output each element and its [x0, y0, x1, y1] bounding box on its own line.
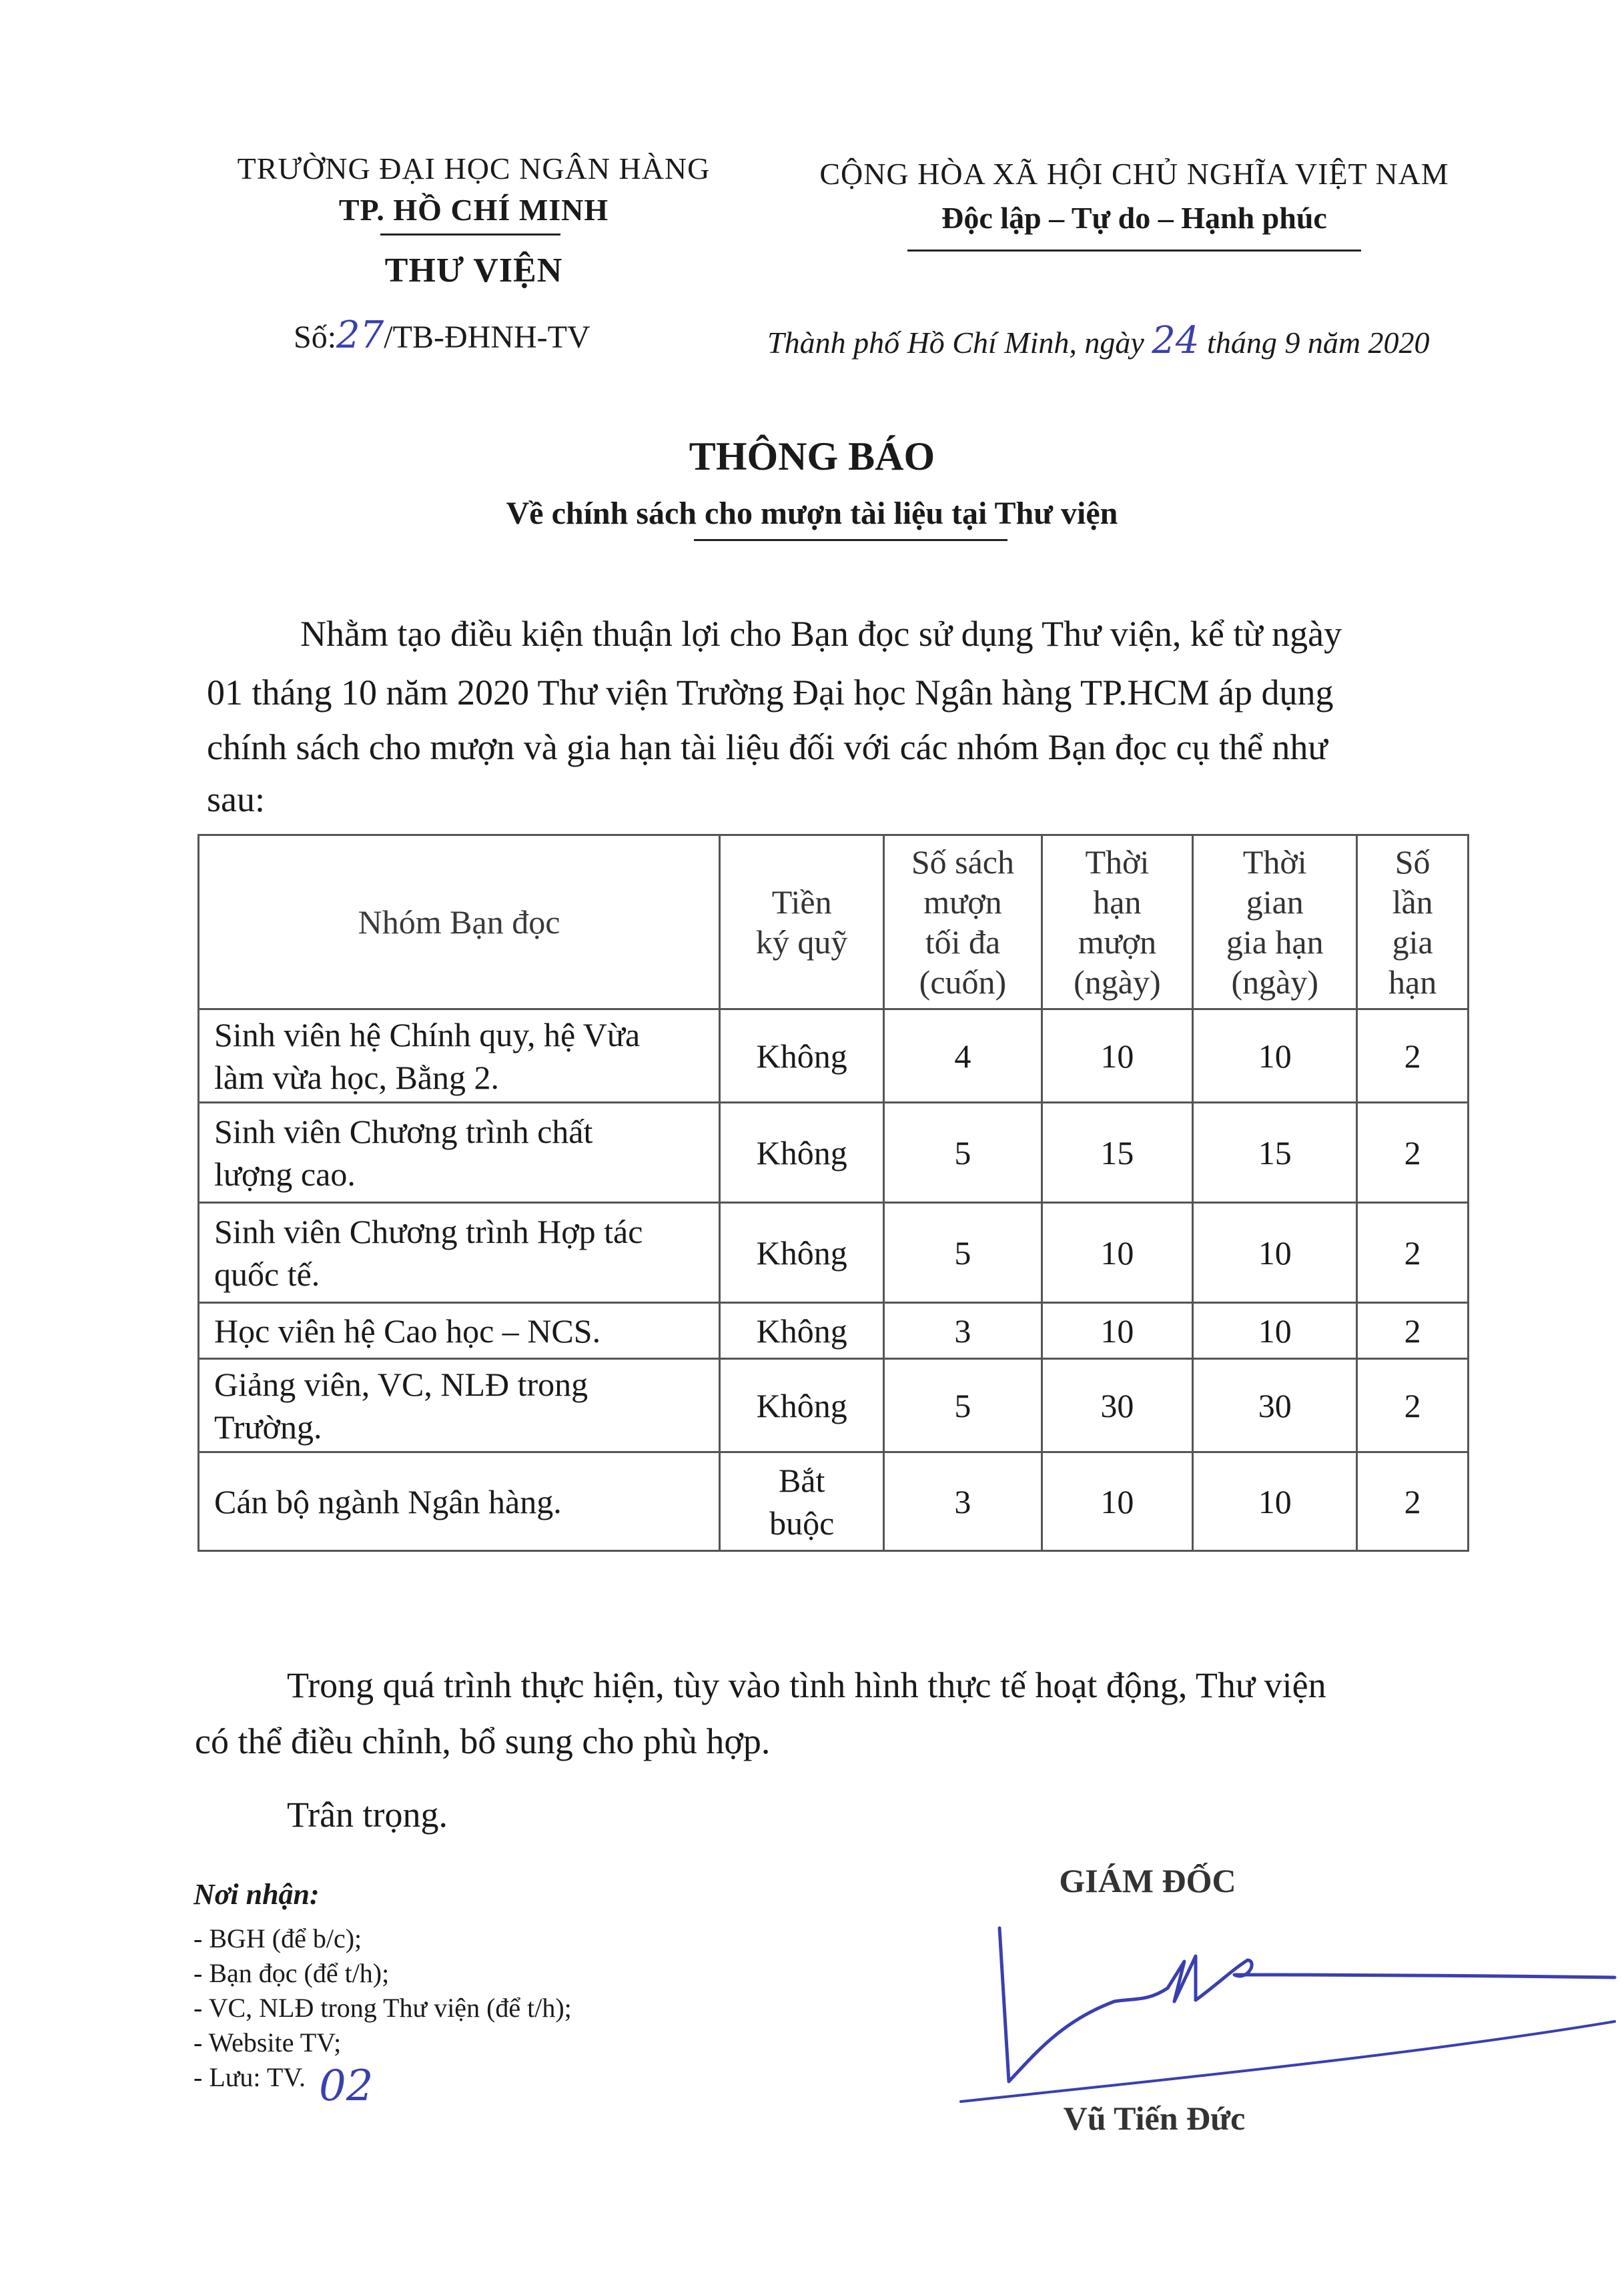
closing-regards: Trân trọng.	[287, 1795, 448, 1835]
cell-group-line: lượng cao.	[214, 1155, 356, 1193]
cell-max-books: 5	[884, 1103, 1042, 1203]
cell-group-line: Sinh viên hệ Chính quy, hệ Vừa	[214, 1015, 641, 1053]
table-row	[199, 1203, 1469, 1303]
cell-renewal-period: 30	[1193, 1359, 1357, 1452]
cell-deposit-line: buộc	[769, 1504, 835, 1542]
cell-loan-period: 15	[1042, 1103, 1193, 1203]
recipients-title: Nơi nhận:	[193, 1878, 320, 1911]
recipients-list	[193, 1921, 572, 2095]
cell-renewal-period: 10	[1193, 1452, 1357, 1551]
cell-max-books: 4	[884, 1009, 1042, 1103]
school-name: TRƯỜNG ĐẠI HỌC NGÂN HÀNG	[237, 151, 711, 185]
school-city: TP. HỒ CHÍ MINH	[338, 193, 609, 227]
cell-group-line: Cán bộ ngành Ngân hàng.	[214, 1482, 562, 1520]
header-line: Số sách	[911, 843, 1014, 881]
cell-group-line: Học viên hệ Cao học – NCS.	[214, 1312, 601, 1350]
cell-deposit	[720, 1103, 884, 1203]
signature-scribble	[947, 1921, 1621, 2122]
cell-renewals: 2	[1357, 1303, 1469, 1359]
cell-group-line: Sinh viên Chương trình Hợp tác	[214, 1212, 643, 1250]
signer-position: GIÁM ĐỐC	[1059, 1862, 1236, 1899]
header-line: ký quỹ	[755, 923, 848, 961]
cell-group	[199, 1359, 720, 1452]
cell-group-line: Sinh viên Chương trình chất	[214, 1112, 593, 1150]
cell-max-books: 3	[884, 1303, 1042, 1359]
document-date: Thành phố Hồ Chí Minh, ngày 24 tháng 9 năm 2020	[767, 319, 1430, 362]
header-line: tối đa	[925, 923, 1001, 961]
header-renewal-period	[1193, 835, 1357, 1009]
recipient-item: - Bạn đọc (để t/h);	[193, 1958, 390, 1988]
cell-max-books: 5	[884, 1359, 1042, 1452]
cell-group-line: quốc tế.	[214, 1255, 320, 1293]
loan-policy-table	[197, 834, 1469, 1552]
cell-deposit-line: Không	[756, 1234, 847, 1272]
header-line: (ngày)	[1231, 963, 1318, 1001]
header-line: Thời	[1085, 843, 1150, 881]
intro-line-4: sau:	[207, 779, 265, 819]
cell-group	[199, 1009, 720, 1103]
header-line: Số	[1394, 843, 1431, 881]
header-loan-period	[1042, 835, 1193, 1009]
motto-underline	[907, 250, 1361, 252]
intro-line-1: Nhằm tạo điều kiện thuận lợi cho Bạn đọc sử dụng Thư viện, kể từ ngày	[300, 614, 1342, 654]
signer-name: Vũ Tiến Đức	[1063, 2100, 1246, 2137]
document-subtitle: Về chính sách cho mượn tài liệu tại Thư viện	[506, 496, 1118, 531]
cell-renewals: 2	[1357, 1452, 1469, 1551]
handwritten-number: 27	[336, 314, 384, 357]
intro-line-2: 01 tháng 10 năm 2020 Thư viện Trường Đại học Ngân hàng TP.HCM áp dụng	[207, 672, 1334, 713]
header-line: (ngày)	[1074, 963, 1161, 1001]
cell-group-line: Trường.	[214, 1408, 322, 1446]
cell-loan-period: 10	[1042, 1009, 1193, 1103]
cell-loan-period: 30	[1042, 1359, 1193, 1452]
cell-renewal-period: 15	[1193, 1103, 1357, 1203]
header-line: hạn	[1093, 883, 1142, 921]
cell-deposit-line: Không	[756, 1312, 847, 1350]
recipient-item: - Website TV;	[193, 2027, 342, 2058]
cell-max-books: 5	[884, 1203, 1042, 1303]
cell-group	[199, 1452, 720, 1551]
table-row	[199, 1009, 1469, 1103]
intro-line-3: chính sách cho mượn và gia hạn tài liệu đối với các nhóm Bạn đọc cụ thể như	[207, 727, 1328, 767]
motto: Độc lập – Tự do – Hạnh phúc	[941, 201, 1327, 235]
document-number: Số:27/TB-ĐHNH-TV	[294, 314, 590, 357]
handwritten-copies: 02	[319, 2062, 374, 2111]
table-row	[199, 1452, 1469, 1551]
header-line: (cuốn)	[919, 963, 1007, 1001]
cell-deposit-line: Không	[756, 1386, 847, 1424]
country-name: CỘNG HÒA XÃ HỘI CHỦ NGHĨA VIỆT NAM	[819, 157, 1449, 191]
cell-max-books: 3	[884, 1452, 1042, 1551]
cell-group-line: làm vừa học, Bằng 2.	[214, 1058, 500, 1096]
recipient-item: - BGH (để b/c);	[193, 1923, 362, 1953]
cell-group	[199, 1303, 720, 1359]
header-line: gia	[1392, 923, 1433, 961]
cell-renewal-period: 10	[1193, 1203, 1357, 1303]
header-line: hạn	[1388, 963, 1437, 1001]
recipient-item: - VC, NLĐ trong Thư viện (để t/h);	[193, 1993, 572, 2023]
cell-loan-period: 10	[1042, 1452, 1193, 1551]
cell-renewal-period: 10	[1193, 1303, 1357, 1359]
document-title: THÔNG BÁO	[689, 434, 935, 478]
header-group: Nhóm Bạn đọc	[199, 835, 720, 1009]
cell-renewals: 2	[1357, 1203, 1469, 1303]
header-line: Tiền	[771, 883, 832, 921]
cell-renewals: 2	[1357, 1359, 1469, 1452]
subtitle-underline	[694, 539, 1007, 541]
cell-renewal-period: 10	[1193, 1009, 1357, 1103]
cell-group	[199, 1103, 720, 1203]
closing-line-2: có thể điều chỉnh, bổ sung cho phù hợp.	[195, 1721, 771, 1761]
cell-loan-period: 10	[1042, 1203, 1193, 1303]
cell-renewals: 2	[1357, 1103, 1469, 1203]
header-line: gian	[1246, 883, 1304, 921]
header-line: lần	[1392, 883, 1433, 921]
cell-deposit-line: Bắt	[778, 1461, 825, 1499]
header-line: mượn	[923, 883, 1002, 921]
cell-group-line: Giảng viên, VC, NLĐ trong	[214, 1365, 588, 1403]
header-deposit	[720, 835, 884, 1009]
cell-deposit	[720, 1303, 884, 1359]
header-line: Thời	[1242, 843, 1307, 881]
table-header-row	[199, 835, 1469, 1009]
cell-deposit-line: Không	[756, 1037, 847, 1075]
cell-deposit-line: Không	[756, 1133, 847, 1172]
school-underline	[380, 234, 560, 236]
cell-group	[199, 1203, 720, 1303]
table-row	[199, 1103, 1469, 1203]
header-max-books	[884, 835, 1042, 1009]
recipient-item: - Lưu: TV.	[193, 2062, 306, 2092]
handwritten-day: 24	[1152, 319, 1200, 362]
cell-deposit	[720, 1359, 884, 1452]
cell-renewals: 2	[1357, 1009, 1469, 1103]
table-row	[199, 1303, 1469, 1359]
closing-line-1: Trong quá trình thực hiện, tùy vào tình hình thực tế hoạt động, Thư viện	[287, 1665, 1326, 1705]
cell-deposit	[720, 1452, 884, 1551]
header-renewals	[1357, 835, 1469, 1009]
header-line: mượn	[1078, 923, 1157, 961]
library-name: THƯ VIỆN	[384, 252, 563, 290]
table-row	[199, 1359, 1469, 1452]
cell-loan-period: 10	[1042, 1303, 1193, 1359]
header-line: gia hạn	[1226, 923, 1324, 961]
cell-deposit	[720, 1203, 884, 1303]
cell-deposit	[720, 1009, 884, 1103]
